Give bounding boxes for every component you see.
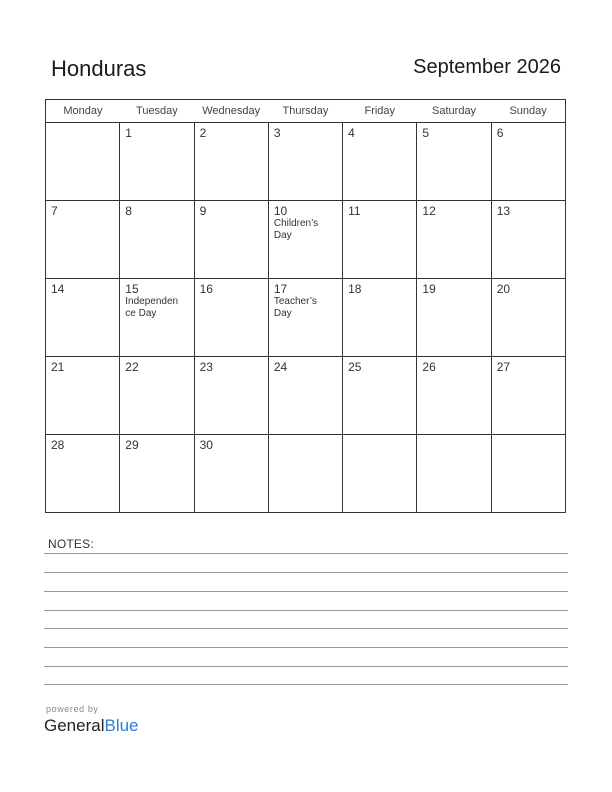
powered-by-text: powered by: [46, 704, 99, 714]
day-cell: [343, 435, 417, 513]
day-cell: [268, 279, 342, 357]
day-number: 25: [348, 360, 362, 374]
day-number: 21: [51, 360, 65, 374]
day-cell: [46, 357, 120, 435]
day-cell: [46, 435, 120, 513]
day-number: 14: [51, 282, 65, 296]
weekday-header-wednesday: Wednesday: [194, 100, 268, 123]
day-number: 5: [422, 126, 430, 140]
day-number: 28: [51, 438, 65, 452]
day-number: 26: [422, 360, 436, 374]
day-number: 27: [496, 360, 511, 374]
day-number: 16: [199, 282, 213, 296]
notes-label: NOTES:: [48, 537, 94, 551]
day-cell: [120, 201, 194, 279]
day-number: 29: [125, 438, 139, 452]
day-cell: [268, 123, 342, 201]
week-row: [46, 435, 566, 513]
note-line: [44, 572, 568, 573]
day-cell: [491, 201, 565, 279]
day-number: 11: [348, 204, 361, 218]
day-cell: [120, 435, 194, 513]
week-row: [46, 123, 566, 201]
weekday-header-monday: Monday: [46, 100, 120, 123]
day-cell: [491, 279, 565, 357]
weekday-header-row: [46, 100, 566, 123]
day-cell: [343, 279, 417, 357]
day-cell: [417, 123, 491, 201]
day-cell: [46, 279, 120, 357]
day-number: 7: [51, 204, 58, 218]
brand-general: General: [44, 716, 105, 735]
weekday-header-thursday: Thursday: [268, 100, 342, 123]
day-cell: [194, 279, 268, 357]
day-cell: [343, 201, 417, 279]
holiday-label: Independen ce Day: [125, 296, 179, 319]
country-title: Honduras: [51, 56, 147, 81]
day-cell: [343, 123, 417, 201]
day-cell: [268, 357, 342, 435]
day-number: 20: [496, 282, 511, 296]
day-number: 15: [125, 282, 139, 296]
day-number: 13: [496, 204, 511, 218]
note-line: [44, 610, 568, 611]
calendar-grid: [45, 99, 566, 513]
day-cell: [491, 435, 565, 513]
day-cell: [120, 357, 194, 435]
day-cell: [120, 123, 194, 201]
day-cell: [194, 357, 268, 435]
day-cell: [120, 279, 194, 357]
day-number: 1: [125, 126, 132, 140]
day-number: 24: [273, 360, 288, 374]
day-cell: [417, 201, 491, 279]
day-cell: [268, 201, 342, 279]
day-number: 19: [422, 282, 436, 296]
month-year-title: September 2026: [413, 56, 561, 78]
note-line: [44, 666, 568, 667]
note-line: [44, 591, 568, 592]
holiday-label: Children’s Day: [273, 218, 319, 241]
week-row: [46, 357, 566, 435]
day-cell: [46, 201, 120, 279]
day-number: 17: [273, 282, 288, 296]
day-number: 6: [496, 126, 504, 140]
note-line: [44, 647, 568, 648]
day-number: 10: [273, 204, 288, 218]
day-number: 2: [199, 126, 207, 140]
day-number: 23: [199, 360, 213, 374]
day-cell: [417, 279, 491, 357]
day-cell: [268, 435, 342, 513]
weekday-header-friday: Friday: [343, 100, 417, 123]
brand-logo: [44, 716, 139, 736]
week-row: [46, 201, 566, 279]
day-cell: [194, 435, 268, 513]
week-row: [46, 279, 566, 357]
weekday-header-tuesday: Tuesday: [120, 100, 194, 123]
day-number: 3: [273, 126, 281, 140]
note-line: [44, 628, 568, 629]
day-cell: [417, 435, 491, 513]
day-number: 18: [348, 282, 362, 296]
weekday-header-sunday: Sunday: [491, 100, 565, 123]
day-cell: [194, 123, 268, 201]
weekday-header-saturday: Saturday: [417, 100, 491, 123]
day-number: 4: [348, 126, 355, 140]
day-number: 8: [125, 204, 132, 218]
day-number: 9: [199, 204, 207, 218]
holiday-label: Teacher’s Day: [273, 296, 317, 319]
brand-blue: Blue: [104, 716, 139, 735]
day-cell: [417, 357, 491, 435]
day-number: 22: [125, 360, 139, 374]
day-cell: [46, 123, 120, 201]
day-number: 30: [199, 438, 213, 452]
day-cell: [194, 201, 268, 279]
day-number: 12: [422, 204, 436, 218]
day-cell: [491, 357, 565, 435]
note-line: [44, 684, 568, 685]
day-cell: [343, 357, 417, 435]
day-cell: [491, 123, 565, 201]
note-line: [44, 553, 568, 554]
